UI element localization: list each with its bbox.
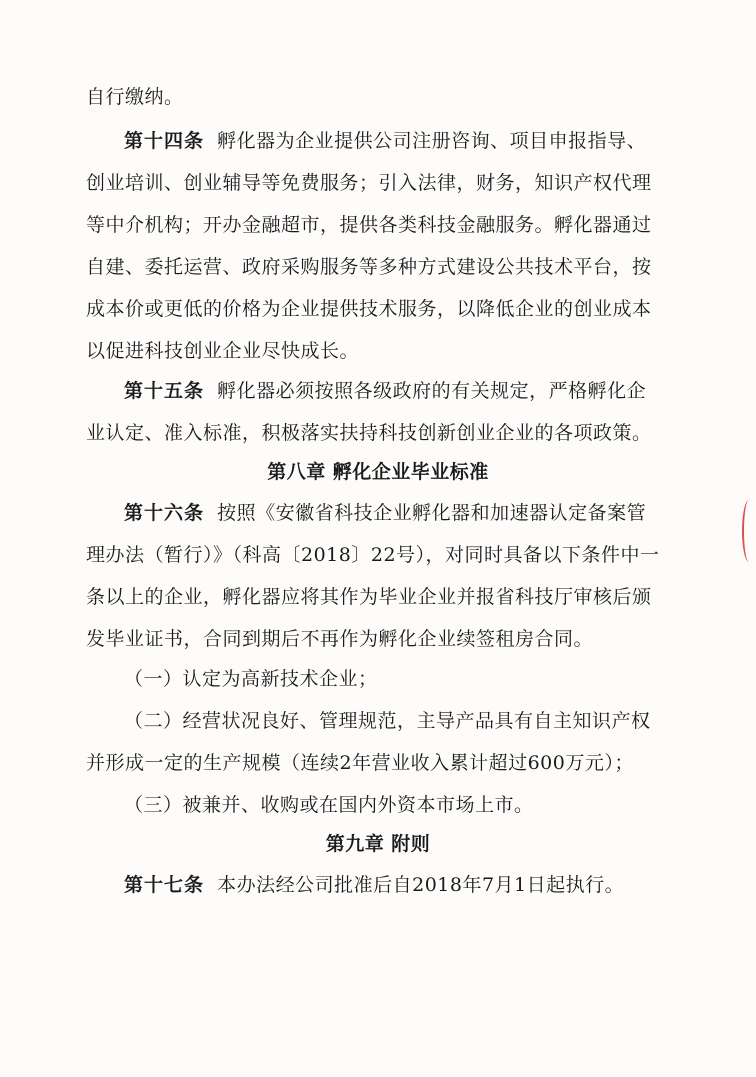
paragraph-line: 等中介机构；开办金融超市，提供各类科技金融服务。孵化器通过 — [86, 214, 652, 236]
list-item: （二）经营状况良好、管理规范，主导产品具有自主知识产权 — [124, 710, 651, 732]
article-number: 第十四条 — [124, 130, 205, 152]
seal-edge-mark — [742, 500, 756, 562]
article-number: 第十七条 — [124, 874, 205, 896]
paragraph-line: 创业培训、创业辅导等免费服务；引入法律，财务，知识产权代理 — [86, 172, 652, 194]
list-item: （三）被兼并、收购或在国内外资本市场上市。 — [124, 794, 534, 816]
article-17: 第十七条 本办法经公司批准后自2018年7月1日起执行。 — [124, 874, 625, 896]
article-16: 第十六条 按照《安徽省科技企业孵化器和加速器认定备案管 — [124, 502, 647, 524]
chapter-9-heading: 第九章 附则 — [325, 833, 431, 855]
paragraph-line: 发毕业证书，合同到期后不再作为孵化企业续签租房合同。 — [86, 628, 594, 650]
paragraph-line: 理办法（暂行）》（科高〔2018〕22号），对同时具备以下条件中一 — [86, 544, 660, 566]
paragraph-line: 条以上的企业，孵化器应将其作为毕业企业并报省科技厅审核后颁 — [86, 586, 652, 608]
list-item: （一）认定为高新技术企业； — [124, 668, 378, 690]
paragraph-line: 以促进科技创业企业尽快成长。 — [86, 340, 360, 362]
paragraph-line: 并形成一定的生产规模（连续2年营业收入累计超过600万元）； — [86, 752, 634, 774]
article-number: 第十五条 — [124, 380, 205, 402]
article-number: 第十六条 — [124, 502, 205, 524]
paragraph-line: 自建、委托运营、政府采购服务等多种方式建设公共技术平台，按 — [86, 256, 652, 278]
paragraph-line: 业认定、准入标准，积极落实扶持科技创新创业企业的各项政策。 — [86, 422, 652, 444]
paragraph-line: 自行缴纳。 — [86, 86, 184, 108]
article-14: 第十四条 孵化器为企业提供公司注册咨询、项目申报指导、 — [124, 130, 647, 152]
chapter-8-heading: 第八章 孵化企业毕业标准 — [267, 461, 489, 483]
paragraph-line: 成本价或更低的价格为企业提供技术服务，以降低企业的创业成本 — [86, 298, 652, 320]
article-15: 第十五条 孵化器必须按照各级政府的有关规定，严格孵化企 — [124, 380, 647, 402]
